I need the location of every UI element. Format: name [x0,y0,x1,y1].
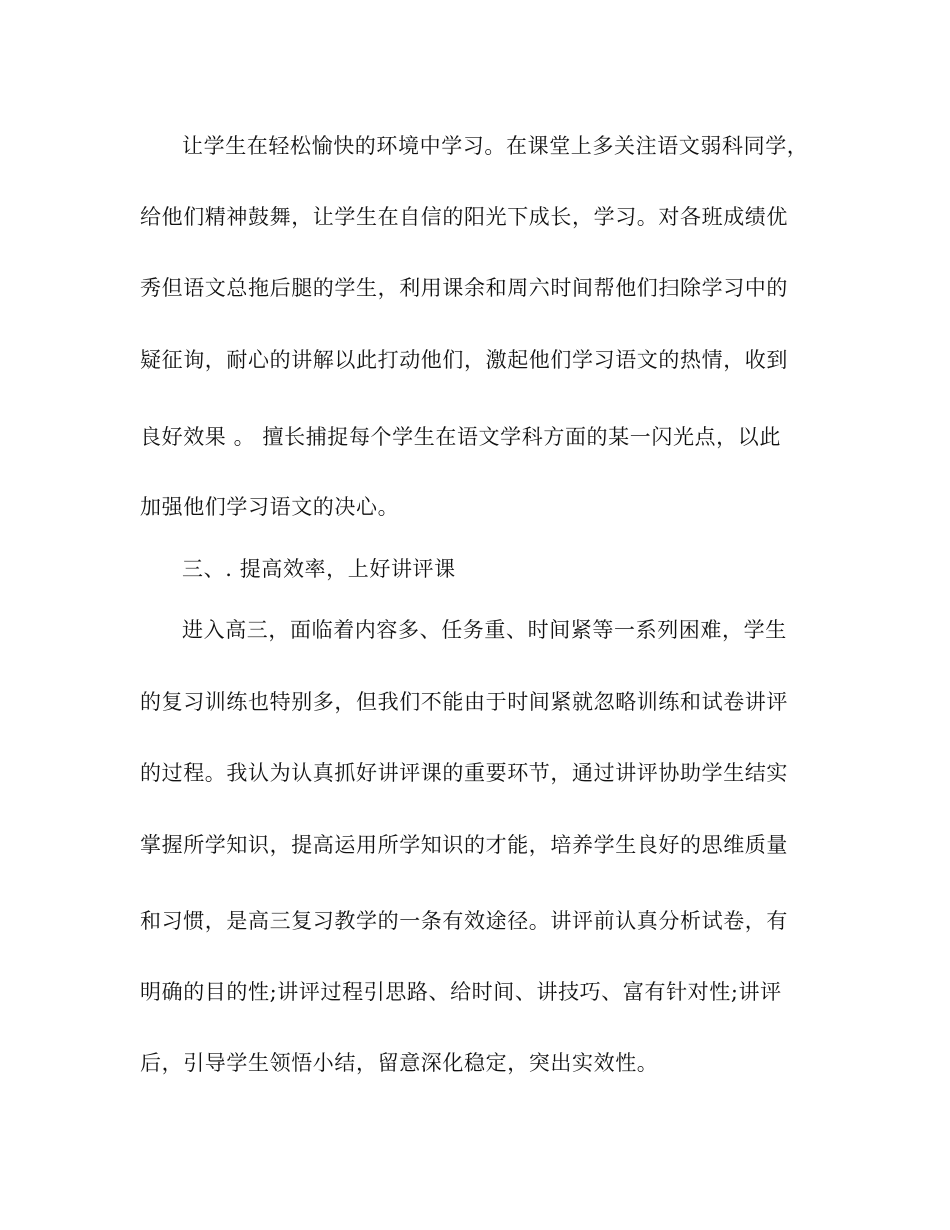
paragraph-line: 良好效果 。 擅长捕捉每个学生在语文学科方面的某一闪光点，以此 [140,425,781,449]
paragraph-line: 秀但语文总拖后腿的学生，利用课余和周六时间帮他们扫除学习中的 [140,276,788,300]
paragraph-line: 进入高三，面临着内容多、任务重、时间紧等一系列困难，学生 [182,618,787,642]
paragraph-line: 加强他们学习语文的决心。 [140,495,400,519]
paragraph-line: 和习惯，是高三复习教学的一条有效途径。讲评前认真分析试卷，有 [140,909,788,933]
paragraph-line: 掌握所学知识，提高运用所学知识的才能，培养学生良好的思维质量 [140,833,788,857]
paragraph-line: 的复习训练也特别多，但我们不能由于时间紧就忽略训练和试卷讲评 [140,690,788,714]
paragraph-line: 后，引导学生领悟小结，留意深化稳定，突出实效性。 [140,1051,659,1075]
paragraph-line: 明确的目的性;讲评过程引思路、给时间、讲技巧、富有针对性;讲评 [140,980,782,1004]
paragraph-line: 的过程。我认为认真抓好讲评课的重要环节，通过讲评协助学生结实 [140,761,788,785]
paragraph-line: 让学生在轻松愉快的环境中学习。在课堂上多关注语文弱科同学， [182,134,809,158]
section-heading: 三、. 提高效率，上好讲评课 [182,557,456,581]
paragraph-line: 给他们精神鼓舞，让学生在自信的阳光下成长，学习。对各班成绩优 [140,205,788,229]
paragraph-line: 疑征询，耐心的讲解以此打动他们，激起他们学习语文的热情，收到 [140,348,788,372]
